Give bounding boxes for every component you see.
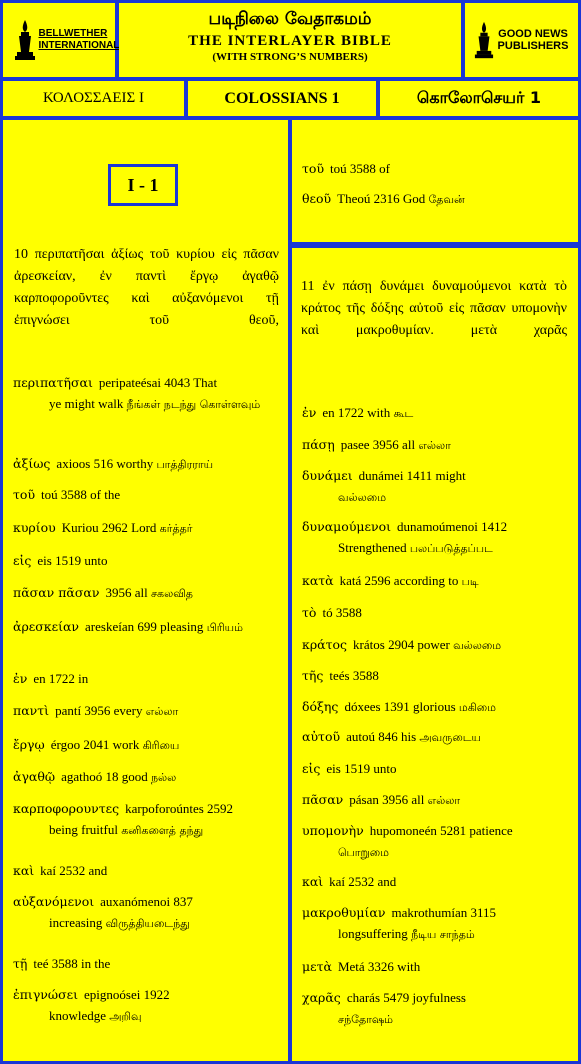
transliteration-strongs-gloss: teé 3588 in the (33, 956, 111, 971)
word-entry (13, 953, 278, 975)
greek-word: τοῦ (302, 161, 325, 176)
title-subtitle: (WITH STRONG’S NUMBERS) (212, 51, 368, 63)
word-entry (13, 582, 278, 604)
transliteration-strongs-gloss: pásan 3956 all (349, 792, 425, 807)
tamil-gloss: படி (461, 575, 479, 588)
tamil-gloss: நீங்கள் நடந்து கொள்ளவும் (126, 398, 261, 411)
tamil-gloss: தேவன் (428, 193, 465, 206)
transliteration-strongs-gloss: dóxees 1391 glorious (344, 699, 456, 714)
transliteration-strongs-gloss: karpoforoúntes 2592 (125, 801, 234, 816)
word-entry (302, 902, 567, 945)
transliteration-strongs-gloss: Metá 3326 with (337, 959, 421, 974)
tamil-gloss: எல்லா (427, 794, 461, 807)
tamil-gloss: பொறுமை (338, 846, 389, 859)
word-entry (302, 434, 567, 456)
tamil-gloss: கனிகளைத் தந்து (121, 824, 204, 837)
transliteration-strongs-gloss: hupomoneén 5281 patience (369, 823, 513, 838)
verse-11-text: 11 ἐν πάσῃ δυνάμει δυναμούμενοι κατὰ τὸ κράτος τῆς δόξης αὐτοῦ εἰς πᾶσαν υπομονὴν καὶ μακροθυμίαν. μετὰ χαρᾶς (301, 279, 567, 338)
word-entry (13, 766, 278, 788)
greek-word: δυνάμει (302, 468, 353, 483)
transliteration-strongs-gloss: érgoo 2041 work (50, 737, 140, 752)
gloss-continuation (13, 393, 278, 415)
greek-word: καρποφορουντες (13, 801, 120, 816)
word-entry (302, 820, 567, 863)
word-entry (302, 516, 567, 559)
transliteration-strongs-gloss: axioos 516 worthy (56, 456, 154, 471)
word-entry (302, 726, 567, 748)
tamil-gloss: அவருடைய (419, 731, 481, 744)
tamil-gloss: கர்த்தர் (159, 522, 193, 535)
word-entry (13, 550, 278, 572)
tamil-gloss: சகலவித (150, 587, 193, 600)
greek-word: ἀγαθῷ (13, 769, 56, 784)
word-entry (302, 188, 568, 210)
tamil-gloss: நல்ல (150, 771, 177, 784)
english-gloss: increasing (49, 915, 103, 930)
word-entry (13, 700, 278, 722)
tamil-gloss: வல்லமை (338, 491, 387, 504)
transliteration-strongs-gloss: Kuriou 2962 Lord (61, 520, 157, 535)
transliteration-strongs-gloss: eis 1519 unto (37, 553, 108, 568)
greek-word: τοῦ (13, 487, 36, 502)
greek-word: θεοῦ (302, 191, 332, 206)
transliteration-strongs-gloss: 3956 all (105, 585, 148, 600)
greek-word: τὸ (302, 605, 317, 620)
tamil-gloss: அறிவு (109, 1010, 142, 1023)
word-entry (302, 570, 567, 592)
gloss-continuation (13, 912, 278, 934)
greek-word: δόξης (302, 699, 339, 714)
tamil-gloss: மகிமை (458, 701, 497, 714)
good-news-logo-text: GOOD NEWS PUBLISHERS (497, 28, 569, 52)
transliteration-strongs-gloss: toú 3588 of (330, 161, 390, 176)
gloss-continuation (13, 819, 278, 841)
word-entry (302, 871, 567, 893)
english-gloss: Strengthened (338, 540, 407, 555)
gloss-continuation (302, 486, 567, 508)
word-entry (13, 734, 278, 756)
transliteration-strongs-gloss: kaí 2532 and (329, 874, 397, 889)
greek-word: παντὶ (13, 703, 50, 718)
word-entry (302, 465, 567, 508)
greek-word: καὶ (302, 874, 324, 889)
transliteration-strongs-gloss: epignoósei 1922 (84, 987, 170, 1002)
word-entry (13, 453, 278, 475)
tamil-gloss: எல்லா (418, 439, 451, 452)
title-english: THE INTERLAYER BIBLE (188, 33, 392, 49)
transliteration-strongs-gloss: dunámei 1411 might (358, 468, 466, 483)
greek-word: εἰς (302, 761, 321, 776)
english-gloss: being fruitful (49, 822, 118, 837)
tamil-gloss: கிரியை (142, 739, 180, 752)
word-entry (302, 758, 567, 780)
greek-word: κράτος (302, 637, 348, 652)
word-entry (302, 402, 567, 424)
tamil-gloss: பலப்படுத்தப்பட (409, 542, 493, 555)
word-entry (13, 517, 278, 539)
gloss-continuation (302, 537, 567, 559)
greek-word: δυναμούμενοι (302, 519, 392, 534)
english-gloss: knowledge (49, 1008, 107, 1023)
word-entry (302, 665, 567, 687)
transliteration-strongs-gloss: krátos 2904 power (353, 637, 450, 652)
english-gloss: ye might walk (49, 396, 124, 411)
lamp-icon (474, 18, 494, 62)
english-gloss: longsuffering (338, 926, 408, 941)
greek-word: ἔργῳ (13, 737, 45, 752)
transliteration-strongs-gloss: teés 3588 (329, 668, 379, 683)
verse-10-text: 10 περιπατῆσαι ἀξίως τοῦ κυρίου εἰς πᾶσαν ἀρεσκείαν, ἐν παντὶ ἔργῳ ἀγαθῷ καρποφοροῦντες καὶ αὐξανόμενοι τῇ ἐπιγνώσει τοῦ θεοῦ, (14, 247, 279, 328)
transliteration-strongs-gloss: en 1722 with (322, 405, 391, 420)
greek-word: πᾶσαν (302, 792, 344, 807)
transliteration-strongs-gloss: dunamoúmenoi 1412 (397, 519, 508, 534)
word-entry (302, 789, 567, 811)
word-entry (302, 956, 567, 978)
greek-word: περιπατῆσαι (13, 375, 93, 390)
transliteration-strongs-gloss: eis 1519 unto (326, 761, 397, 776)
word-entry (302, 634, 567, 656)
transliteration-strongs-gloss: katá 2596 according to (339, 573, 459, 588)
tamil-gloss: கூட (393, 407, 414, 420)
greek-word: ἐν (13, 671, 28, 686)
transliteration-strongs-gloss: agathoó 18 good (61, 769, 148, 784)
greek-word: πάσῃ (302, 437, 335, 452)
greek-word: τῆς (302, 668, 324, 683)
word-entry (13, 616, 278, 638)
transliteration-strongs-gloss: tó 3588 (322, 605, 362, 620)
tamil-gloss: எல்லா (145, 705, 179, 718)
greek-word: αὐξανόμενοι (13, 894, 95, 909)
bellwether-logo-text: BELLWETHER INTERNATIONAL (38, 28, 120, 51)
section-label: I - 1 (108, 164, 178, 206)
greek-word: ἐν (302, 405, 317, 420)
tamil-gloss: விருத்தியடைந்து (105, 917, 190, 930)
greek-word: μακροθυμίαν (302, 905, 386, 920)
tamil-gloss: நீடிய சாந்தம் (411, 928, 475, 941)
greek-word: πᾶσαν πᾶσαν (13, 585, 100, 600)
word-entry (13, 484, 278, 506)
gloss-continuation (302, 923, 567, 945)
transliteration-strongs-gloss: areskeían 699 pleasing (85, 619, 204, 634)
title-block (119, 3, 461, 77)
transliteration-strongs-gloss: kaí 2532 and (40, 863, 108, 878)
word-entry (302, 602, 567, 624)
greek-word: κατὰ (302, 573, 334, 588)
transliteration-strongs-gloss: pasee 3956 all (340, 437, 416, 452)
tamil-gloss: சந்தோஷம் (338, 1013, 394, 1026)
word-entry (13, 860, 278, 882)
greek-word: κυρίου (13, 520, 56, 535)
left-column (3, 120, 288, 1061)
bellwether-logo (3, 3, 120, 77)
lamp-icon (14, 18, 36, 62)
transliteration-strongs-gloss: pantí 3956 every (55, 703, 143, 718)
transliteration-strongs-gloss: auxanómenoi 837 (100, 894, 193, 909)
greek-word: τῇ (13, 956, 28, 971)
word-entry (13, 891, 278, 934)
right-bottom-panel (292, 248, 578, 1061)
greek-word: ἀρεσκείαν (13, 619, 80, 634)
title-tamil: படிநிலை வேதாகமம் (208, 9, 372, 29)
gloss-continuation (13, 1005, 278, 1027)
greek-word: μετὰ (302, 959, 332, 974)
greek-word: ἀξίως (13, 456, 51, 471)
transliteration-strongs-gloss: Theoú 2316 God (337, 191, 426, 206)
book-english: COLOSSIANS 1 (188, 81, 376, 116)
transliteration-strongs-gloss: toú 3588 of the (41, 487, 121, 502)
word-entry (13, 372, 278, 415)
gloss-continuation (302, 841, 567, 863)
greek-word: εἰς (13, 553, 32, 568)
book-tamil: கொலோசெயர் 1 (380, 81, 578, 116)
greek-word: καὶ (13, 863, 35, 878)
greek-word: χαρᾶς (302, 990, 341, 1005)
word-entry (302, 987, 567, 1030)
greek-word: υπομονὴν (302, 823, 364, 838)
word-entry (13, 668, 278, 690)
transliteration-strongs-gloss: makrothumían 3115 (391, 905, 497, 920)
word-entry (13, 984, 278, 1027)
transliteration-strongs-gloss: autoú 846 his (346, 729, 417, 744)
right-top-panel (292, 120, 578, 242)
book-greek: ΚΟΛΟΣΣΑΕΙΣ Ι (3, 81, 184, 116)
transliteration-strongs-gloss: charás 5479 joyfulness (346, 990, 466, 1005)
transliteration-strongs-gloss: peripateésai 4043 That (98, 375, 218, 390)
transliteration-strongs-gloss: en 1722 in (33, 671, 89, 686)
tamil-gloss: பிரியம் (206, 621, 243, 634)
word-entry (13, 798, 278, 841)
gloss-continuation (302, 1008, 567, 1030)
greek-word: ἐπιγνώσει (13, 987, 78, 1002)
word-entry (302, 696, 567, 718)
tamil-gloss: பாத்திரராய் (156, 458, 214, 471)
word-entry (302, 158, 568, 180)
good-news-logo (465, 3, 578, 77)
tamil-gloss: வல்லமை (453, 639, 502, 652)
greek-word: αὐτοῦ (302, 729, 341, 744)
